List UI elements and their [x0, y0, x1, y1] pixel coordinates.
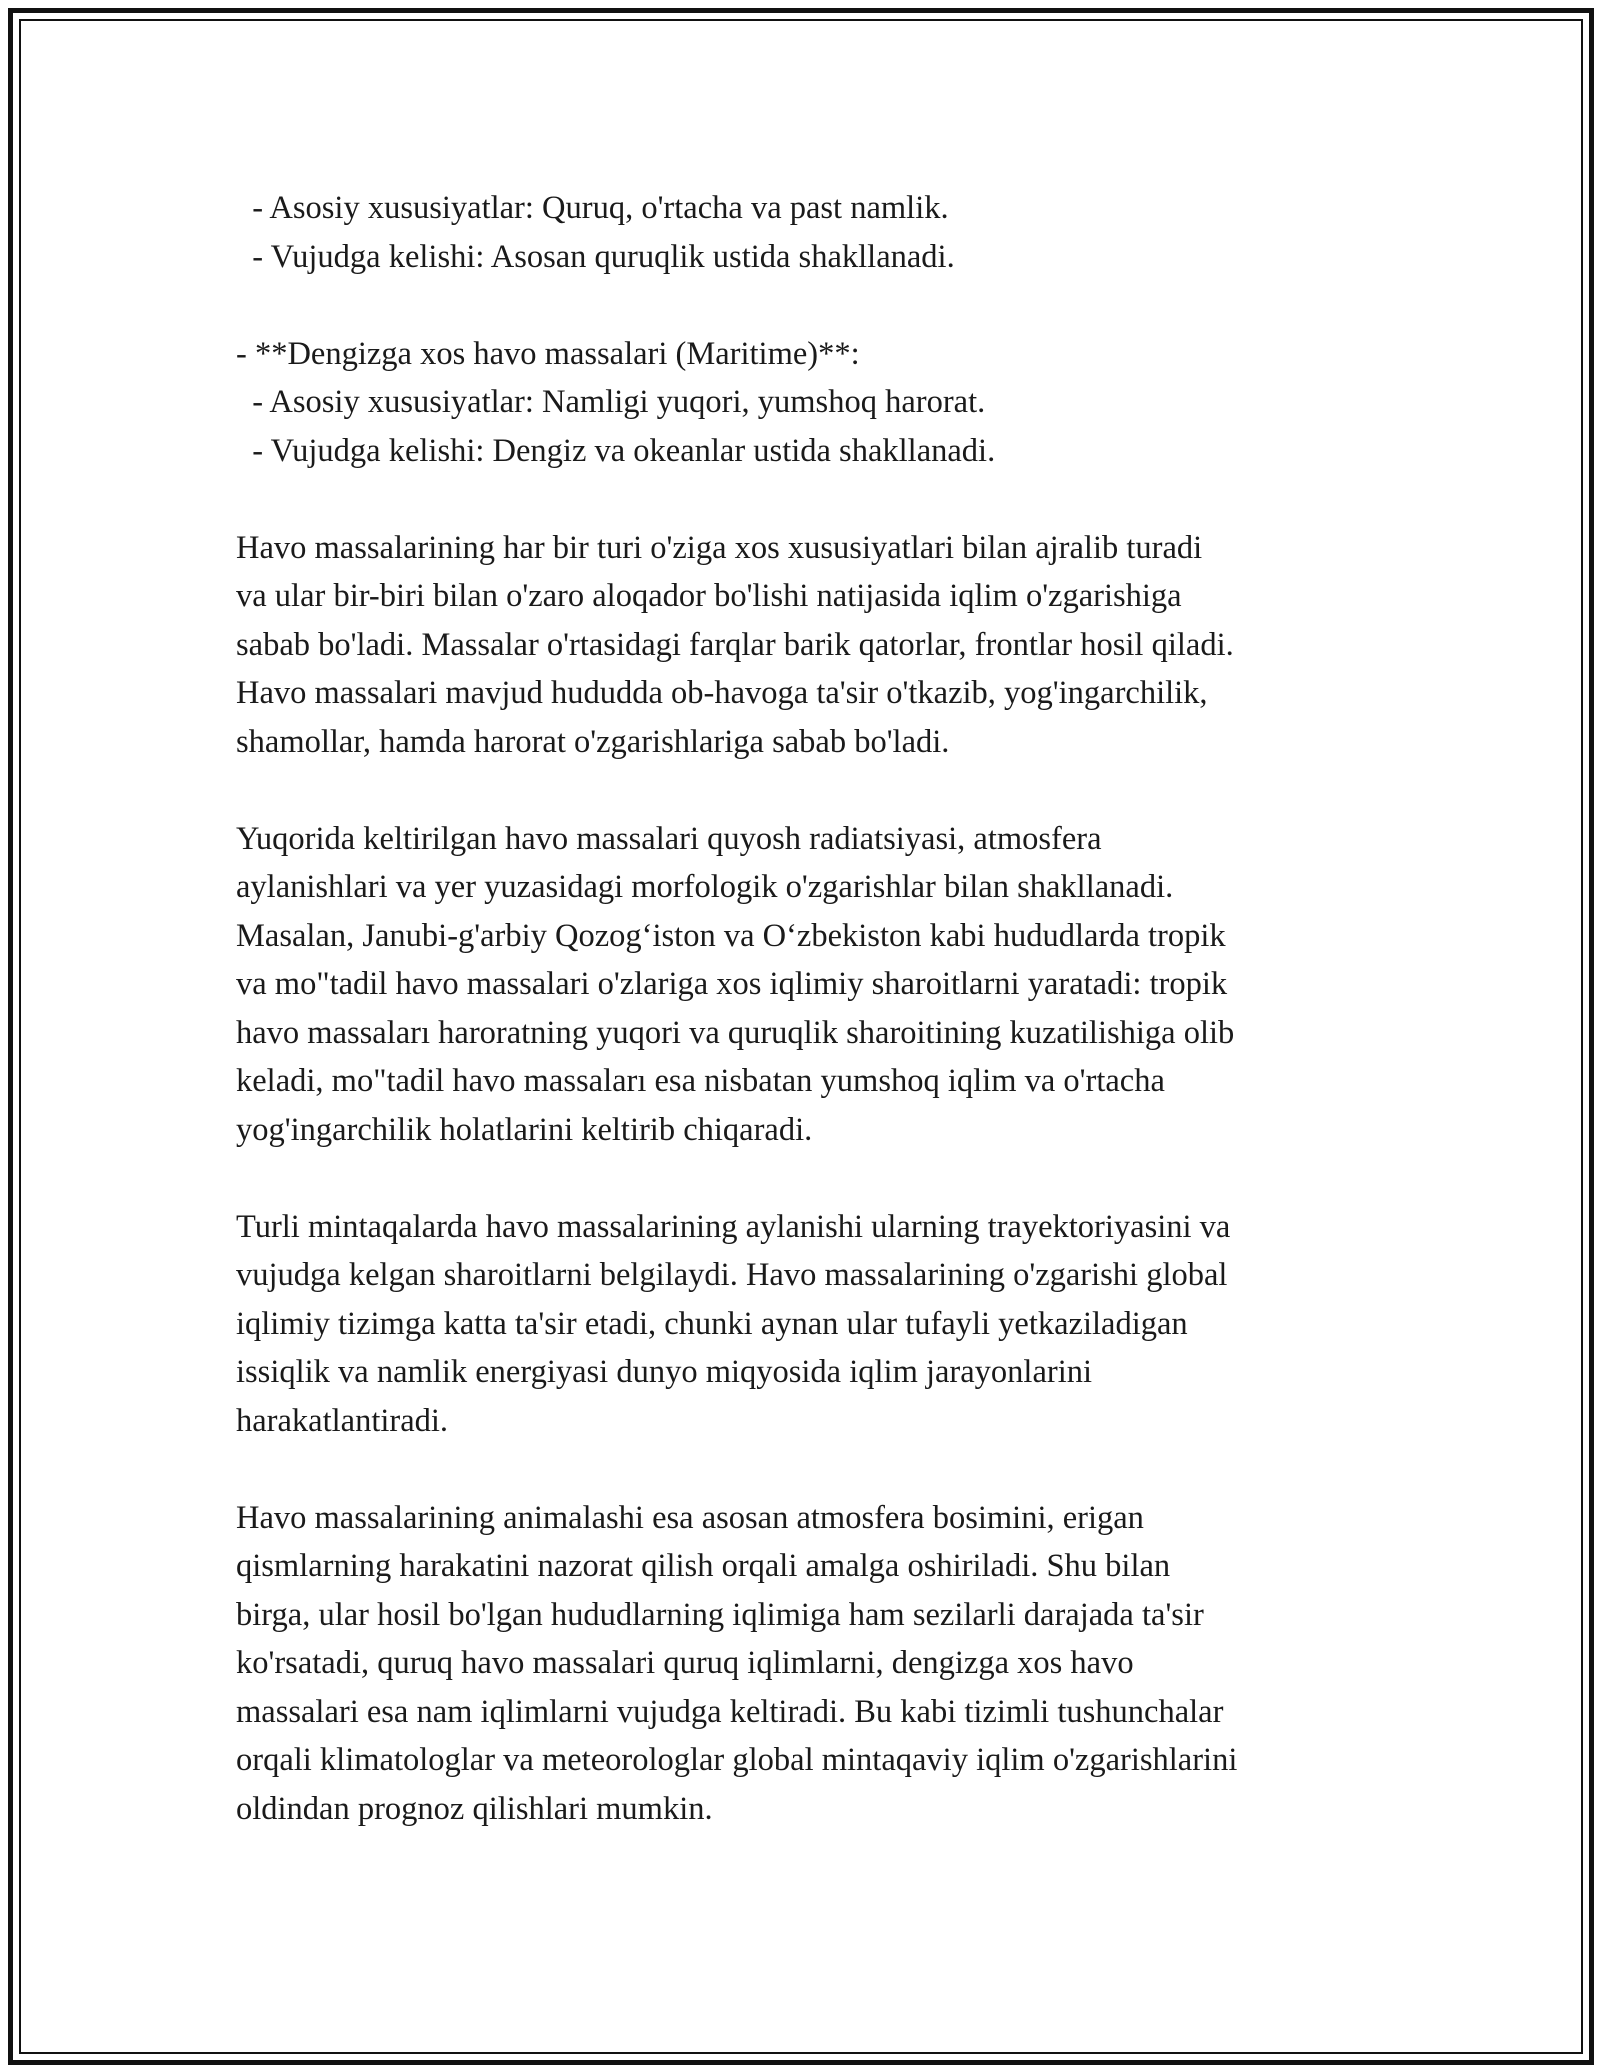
list-item-continental-feature: - Asosiy xususiyatlar: Quruq, o'rtacha va past namlik. — [236, 190, 949, 226]
paragraph-line: oldindan prognoz qilishlari mumkin. — [236, 1790, 713, 1827]
paragraph-4 — [236, 1494, 1406, 1834]
list-item-continental-origin: - Vujudga kelishi: Asosan quruqlik ustida shakllanadi. — [236, 238, 955, 275]
paragraph-line: vujudga kelgan sharoitlarni belgilaydi. Havo massalarining o'zgarishi global — [236, 1257, 1228, 1293]
paragraph-1 — [236, 524, 1406, 767]
paragraph-line: keladi, mo"tadil havo massaları esa nisbatan yumshoq iqlim va o'rtacha — [236, 1063, 1165, 1099]
paragraph-line: Havo massalari mavjud hududda ob-havoga ta'sir o'tkazib, yog'ingarchilik, — [236, 675, 1208, 711]
paragraph-line: va mo"tadil havo massalari o'zlariga xos iqlimiy sharoitlarni yaratadi: tropik — [236, 966, 1228, 1002]
spacer — [236, 281, 1406, 330]
paragraph-3 — [236, 1203, 1406, 1446]
list-heading-maritime: - **Dengizga xos havo massalari (Maritime)**: — [236, 335, 860, 372]
paragraph-line: Yuqorida keltirilgan havo massalari quyosh radiatsiyasi, atmosfera — [236, 820, 1102, 857]
paragraph-line: Havo massalarining animalashi esa asosan atmosfera bosimini, erigan — [236, 1499, 1144, 1536]
paragraph-line: va ular bir-biri bilan o'zaro aloqador bo'lishi natijasida iqlim o'zgarishiga — [236, 578, 1182, 614]
list-item-maritime-feature: - Asosiy xususiyatlar: Namligi yuqori, yumshoq harorat. — [236, 384, 986, 420]
paragraph-2 — [236, 815, 1406, 1155]
list-item-maritime-origin: - Vujudga kelishi: Dengiz va okeanlar ustida shakllanadi. — [236, 432, 996, 469]
paragraph-line: yog'ingarchilik holatlarini keltirib chiqaradi. — [236, 1111, 813, 1148]
spacer — [236, 1445, 1406, 1494]
paragraph-line: shamollar, hamda harorat o'zgarishlariga sabab bo'ladi. — [236, 723, 950, 760]
paragraph-line: birga, ular hosil bo'lgan hududlarning iqlimiga ham sezilarli darajada ta'sir — [236, 1596, 1204, 1633]
spacer — [236, 475, 1406, 524]
paragraph-line: orqali klimatologlar va meteorologlar global mintaqaviy iqlim o'zgarishlarini — [236, 1742, 1238, 1778]
paragraph-line: qismlarning harakatini nazorat qilish orqali amalga oshiriladi. Shu bilan — [236, 1548, 1171, 1584]
paragraph-line: issiqlik va namlik energiyasi dunyo miqyosida iqlim jarayonlarini — [236, 1354, 1093, 1390]
paragraph-line: harakatlantiradi. — [236, 1402, 449, 1439]
spacer — [236, 766, 1406, 815]
paragraph-line: ko'rsatadi, quruq havo massalari quruq iqlimlarni, dengizga xos havo — [236, 1645, 1134, 1681]
paragraph-line: massalari esa nam iqlimlarni vujudga keltiradi. Bu kabi tizimli tushunchalar — [236, 1693, 1224, 1730]
paragraph-line: sabab bo'ladi. Massalar o'rtasidagi farqlar barik qatorlar, frontlar hosil qiladi. — [236, 626, 1234, 663]
paragraph-line: Masalan, Janubi-g'arbiy Qozog‘iston va O‘zbekiston kabi hududlarda tropik — [236, 917, 1226, 954]
paragraph-line: aylanishlari va yer yuzasidagi morfologik o'zgarishlar bilan shakllanadi. — [236, 869, 1174, 905]
spacer — [236, 1154, 1406, 1203]
paragraph-line: havo massaları haroratning yuqori va quruqlik sharoitining kuzatilishiga olib — [236, 1014, 1235, 1051]
document-body — [236, 184, 1406, 1833]
paragraph-line: iqlimiy tizimga katta ta'sir etadi, chunki aynan ular tufayli yetkaziladigan — [236, 1305, 1188, 1342]
paragraph-line: Havo massalarining har bir turi o'ziga xos xususiyatlari bilan ajralib turadi — [236, 529, 1203, 566]
paragraph-line: Turli mintaqalarda havo massalarining aylanishi ularning trayektoriyasini va — [236, 1208, 1231, 1245]
